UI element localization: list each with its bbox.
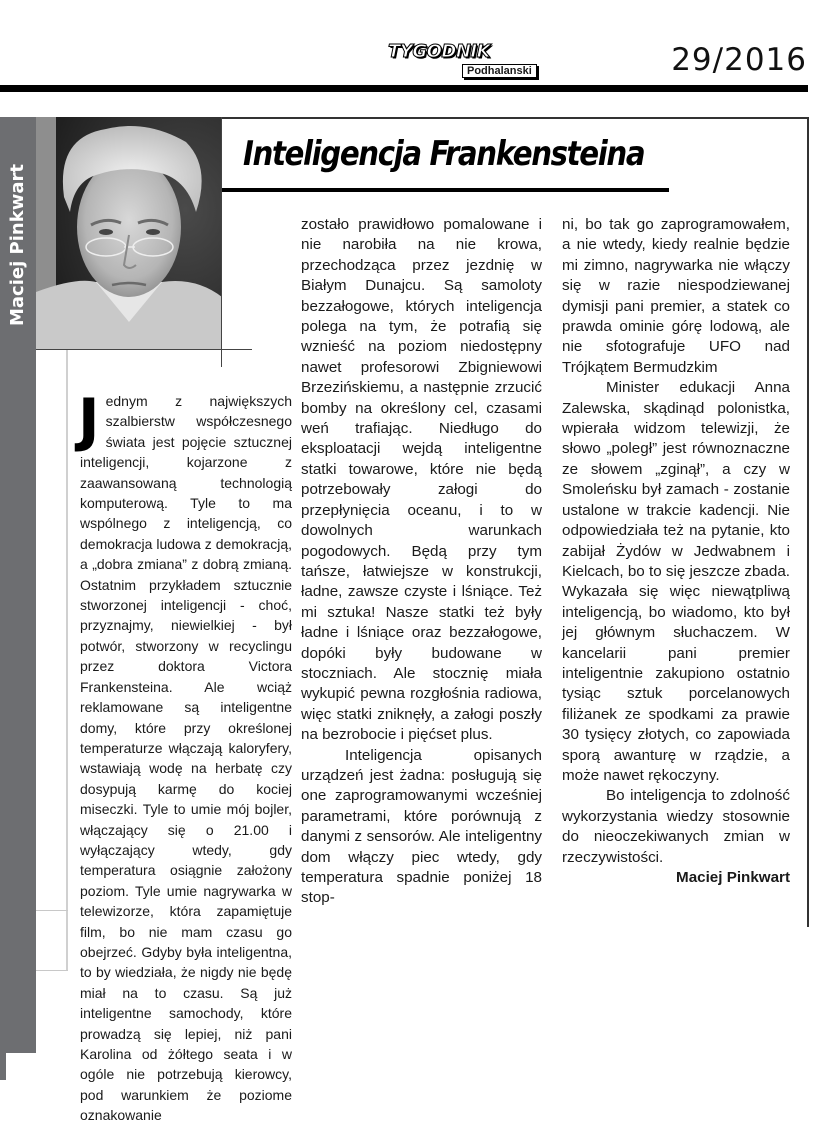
article-column-2 <box>301 215 542 909</box>
logo-sub-text: Podhalanski <box>462 64 537 78</box>
logo-main-text: TYGODNIK <box>388 41 491 62</box>
title-underline <box>222 188 669 192</box>
photo-frame-line <box>36 349 252 350</box>
guide-line <box>36 910 68 911</box>
issue-number: 29/2016 <box>671 42 807 78</box>
header-rule <box>0 85 808 92</box>
article-box-border <box>222 117 809 119</box>
article-box-border <box>807 117 809 927</box>
author-photo <box>36 117 222 349</box>
drop-cap: J <box>78 386 100 454</box>
newspaper-logo <box>388 42 538 82</box>
article-column-1 <box>78 386 292 1126</box>
author-sidebar-tail <box>0 1053 6 1080</box>
article-paragraph: Minister edukacji Anna Zalewska, skądinąd polonistka, wpierała widzom telewizji, że słowo „poległ” jest równoznaczne ze słowem „zginął”, a czy w Smoleńsku był zamach - zostanie ustalone w trakcie kadencji. Nie odpowiedziała też na pytanie, kto zabijał Żydów w Jedwabnem i Kielcach, bo to się jeszcze zbada. Wykazała się więc niewątpliwą inteligencją, bo wiadomo, kto był jej głównym słuchaczem. W kancelarii pani premier inteligentnie zakupiono ostatnio tysiąc sztuk porcelanowych filiżanek ze spodkami za prawie 30 tysięcy złotych, co zapowiada sporą awanturę w rządzie, a może nawet rękoczyny. <box>562 379 790 784</box>
photo-frame-line <box>221 117 222 367</box>
article-title: Inteligencja Frankensteina <box>243 134 645 174</box>
article-paragraph: Inteligencja opisanych urządzeń jest żadna: posługują się one zaprogramowanymi wcześniej parametrami, które porównują z danymi z sensorów. Ale inteligentny dom włączy piec wtedy, gdy temperatura spadnie poniżej 18 stop- <box>301 746 542 907</box>
article-column-3 <box>562 215 790 888</box>
guide-line <box>36 970 68 971</box>
paragraph-text: ednym z największych szalbierstw współczesnego świata jest pojęcie sztucznej inteligencji, kojarzone z zaawansowaną technologią komputerową. Tyle to ma wspólnego z inteligencją, co demokracja ludowa z demokracją, a „dobra zmiana” z dobrą zmianą. Ostatnim przykładem sztucznie stworzonej inteligencji - choć, przyznajmy, niewielkiej - był potwór, stworzony w recyclingu przez doktora Victora Frankensteina. Ale wciąż reklamowane są inteligentne domy, które przy określonej temperaturze włączają kaloryfery, wstawiają wodę na herbatę czy dosypują karmę do kociej miseczki. Tyle to umie mój bojler, włączający się o 21.00 i wyłączający wtedy, gdy temperatura osiągnie założony poziom. Tyle umie nagrywarka w telewizorze, która zapamiętuje film, bo nie mam czasu go obejrzeć. Gdyby była inteligentna, to by wiedziała, że nigdy nie będę miał na to czasu. Są już inteligentne samochody, które prowadzą się lepiej, niż pani Karolina od żółtego seata i w ogóle nie potrzebują kierowcy, pod warunkiem że poziome oznakowanie <box>80 393 292 1124</box>
guide-line <box>66 350 68 970</box>
article-paragraph: Bo inteligencja to zdolność wykorzystania wiedzy stosownie do nieoczekiwanych zmian w rzeczywistości. <box>562 787 790 866</box>
portrait-image <box>36 117 222 349</box>
article-paragraph: zostało prawidłowo pomalowane i nie narobiła na nie krowa, przechodząca przez jezdnię w Białym Dunajcu. Są samoloty bezzałogowe, których inteligencja polega na tym, że potrafią się wznieść na poziom niedostępny nawet profesorowi Zbigniewowi Brzezińskiemu, a następnie zrzucić bomby na określony cel, czasami weń trafiając. Niedługo do eksploatacji wejdą inteligentne statki towarowe, które nie będą potrzebowały załogi do przepłynięcia oceanu, i to w dowolnych warunkach pogodowych. Będą przy tym tańsze, łatwiejsze w konstrukcji, ładne, zawsze czyste i lśniące. Też mi sztuka! Nasze statki też były ładne i lśniące oraz bezzałogowe, dopóki były budowane w stoczniach. Ale stocznię miała wykupić pewna rozgłośnia radiowa, więc statki zniknęły, a załogi poszły na bezrobocie i pięćset plus. <box>301 216 542 744</box>
article-paragraph <box>78 386 292 1126</box>
article-byline: Maciej Pinkwart <box>676 869 790 886</box>
article-paragraph: ni, bo tak go zaprogramowałem, a nie wtedy, kiedy realnie będzie mi zimno, nagrywarka nie włączy się w razie niespodziewanej dymisji pani premier, a statek co prawda ominie górę lodową, ale nie sfotografuje UFO nad Trójkątem Bermudzkim <box>562 216 790 376</box>
author-vertical-label: Maciej Pinkwart <box>7 164 28 326</box>
